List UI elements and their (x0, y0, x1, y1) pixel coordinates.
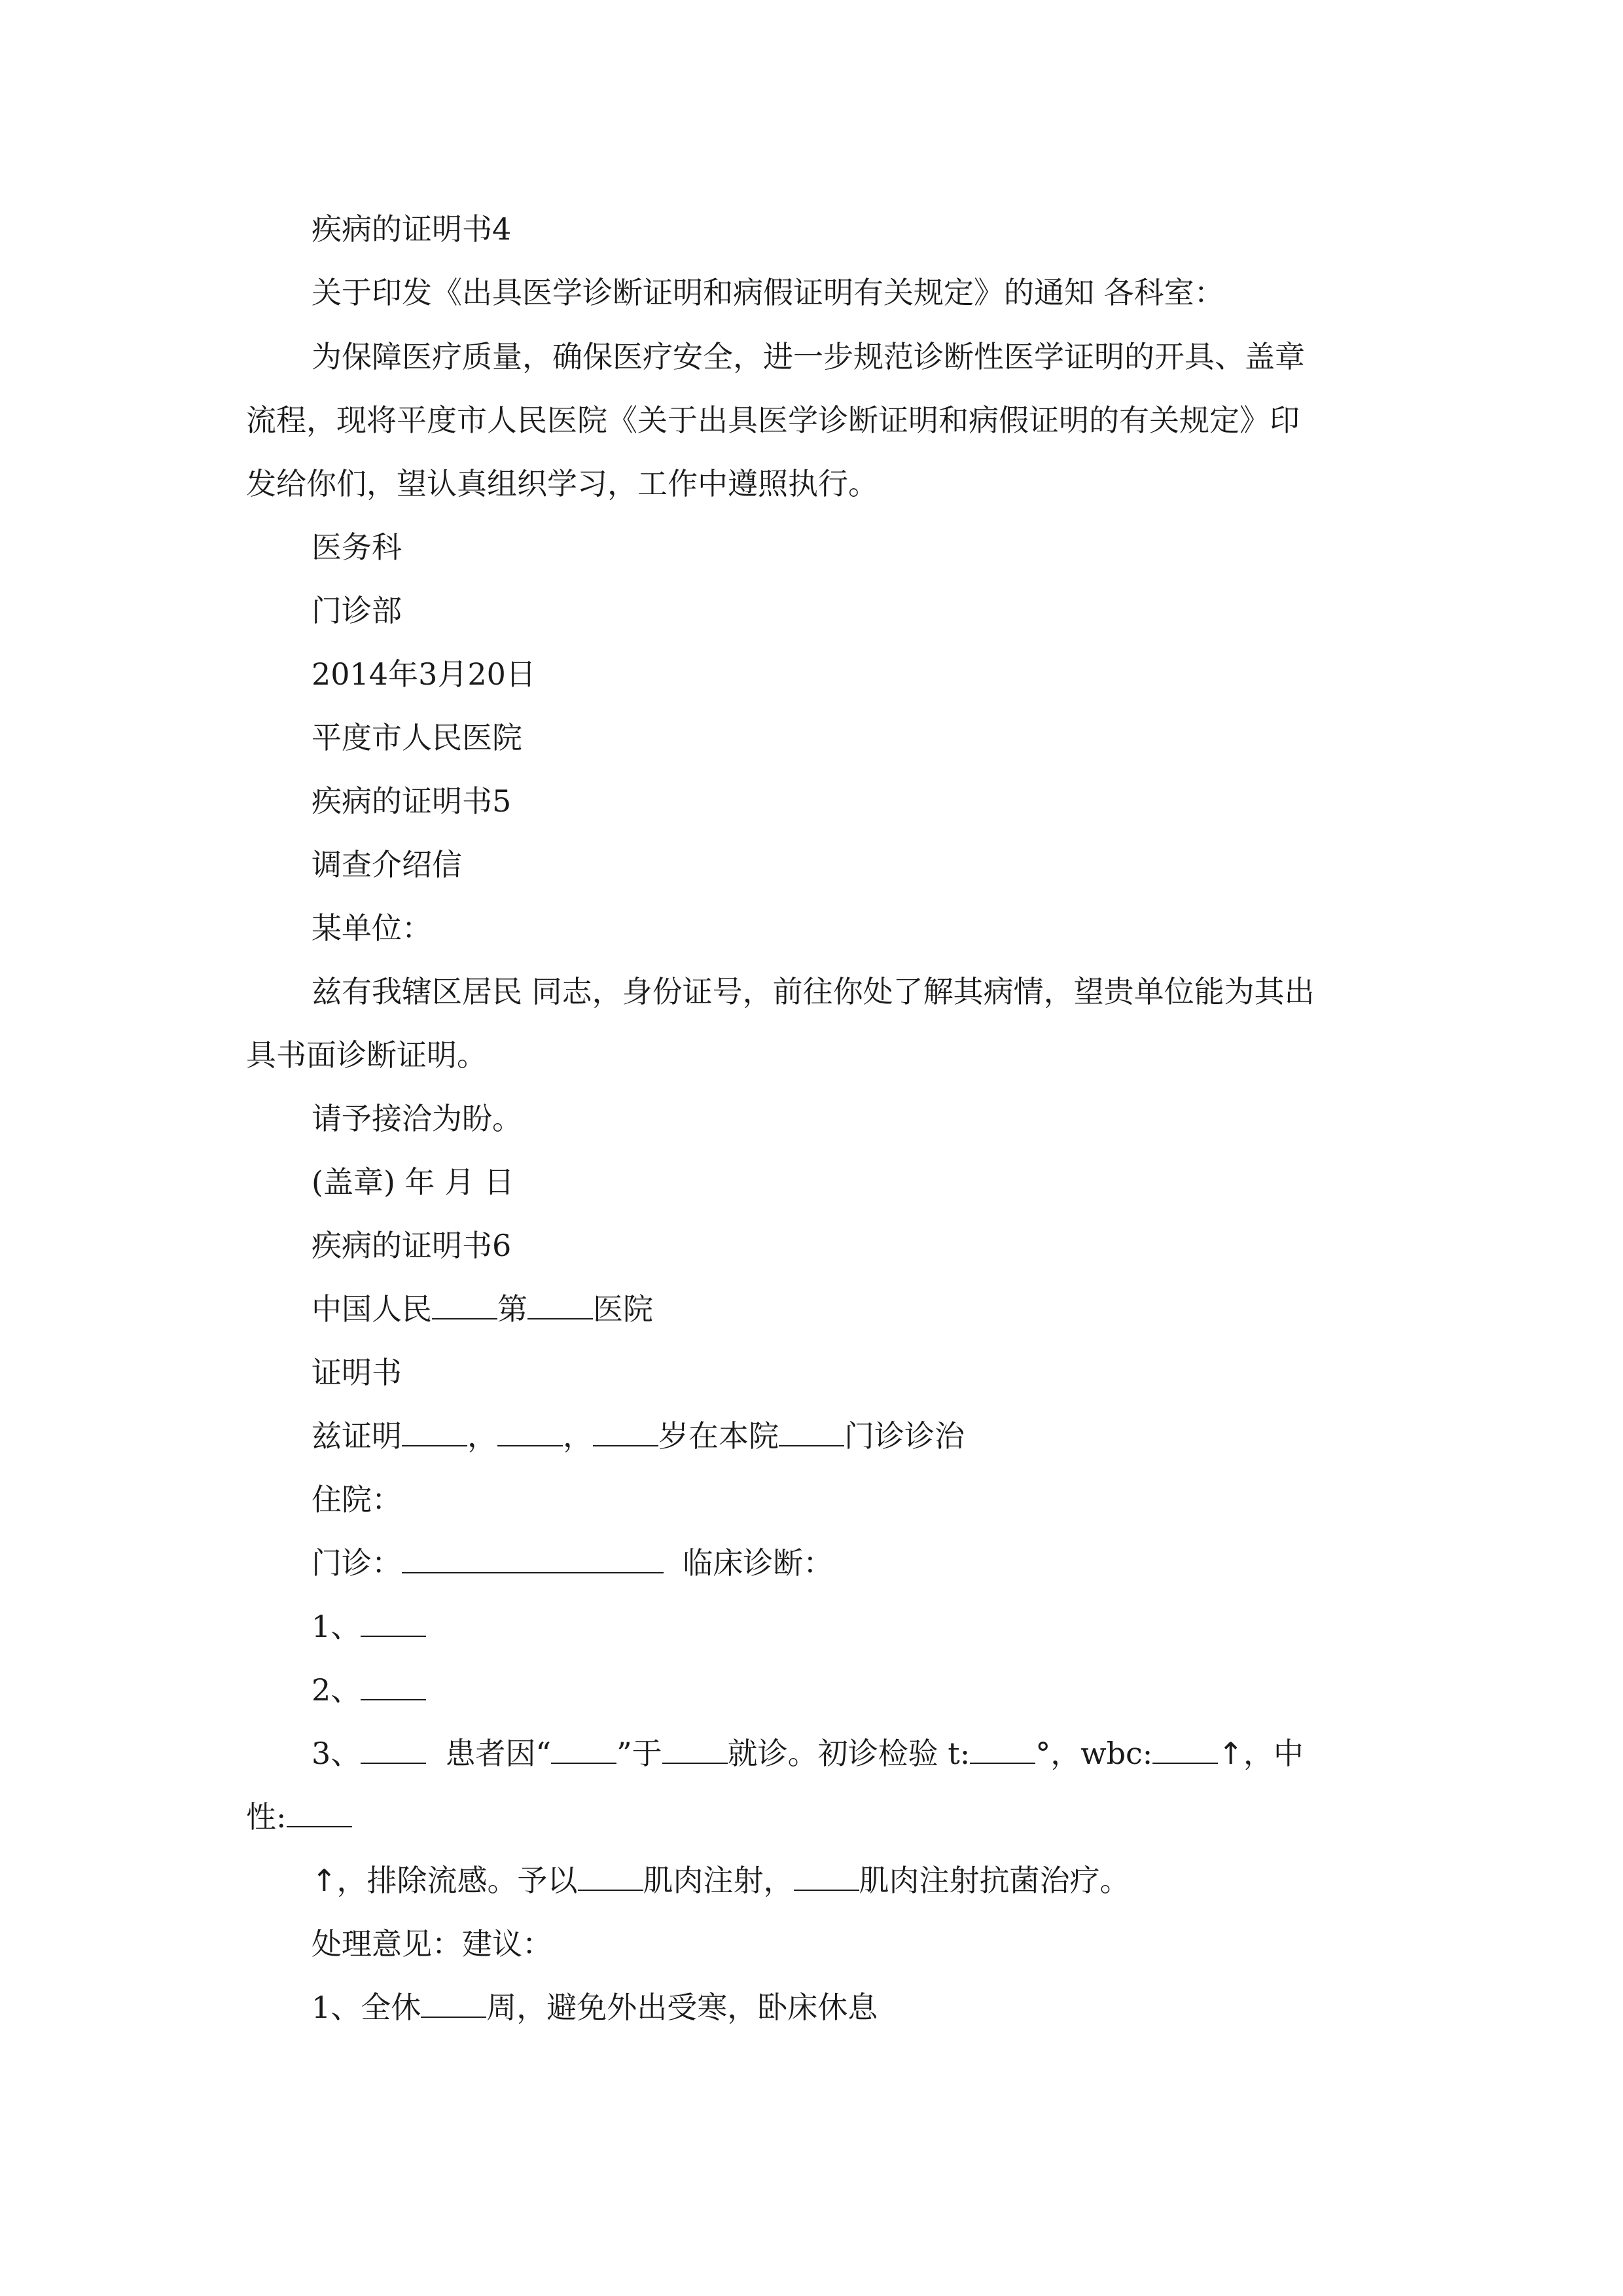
section-6-title: 疾病的证明书6 (312, 1228, 512, 1263)
cert-prefix: 兹证明 (312, 1418, 402, 1454)
temperature-blank (970, 1740, 1035, 1764)
paragraph-line-3: 发给你们，望认真组织学习，工作中遵照执行。 (246, 466, 878, 501)
neutral-line (246, 1799, 352, 1835)
cert-blank-date (779, 1423, 844, 1446)
cert-comma-2: ， (563, 1418, 593, 1454)
letter-addressee: 某单位： (312, 910, 432, 946)
rest-weeks-blank (421, 1994, 486, 2018)
neutral-label: 性: (246, 1799, 287, 1835)
antibiotic-text: 肌肉注射抗菌治疗。 (859, 1863, 1130, 1898)
injection-text: 肌肉注射， (643, 1863, 794, 1898)
hospital-name: 平度市人民医院 (312, 720, 522, 755)
certificate-title: 证明书 (312, 1355, 402, 1390)
item-2-blank (361, 1677, 426, 1700)
item-1-blank (361, 1613, 426, 1637)
inpatient-label: 住院： (312, 1482, 402, 1517)
item-3-label: 3、 (312, 1736, 361, 1771)
cert-blank-age (593, 1423, 658, 1446)
neutral-blank (287, 1804, 352, 1827)
certificate-line (312, 1418, 965, 1454)
visit-text: 就诊。初诊检验 t: (727, 1736, 971, 1771)
advice-1-suffix: 周，避免外出受寒，卧床休息 (486, 1990, 878, 2025)
letter-request: 请予接洽为盼。 (312, 1101, 522, 1136)
clinical-diagnosis-label: 临床诊断： (683, 1545, 834, 1581)
paragraph-line-2: 流程，现将平度市人民医院《关于出具医学诊断证明和病假证明的有关规定》印 (246, 403, 1300, 438)
wbc-blank (1152, 1740, 1218, 1764)
up-arrow-icon: ↑ (1218, 1736, 1243, 1771)
paragraph-line-1: 为保障医疗质量，确保医疗安全，进一步规范诊断性医学证明的开具、盖章 (312, 339, 1305, 374)
hospital-blank-1 (432, 1296, 497, 1319)
drug-blank-2 (794, 1867, 859, 1891)
letter-title: 调查介绍信 (312, 847, 462, 882)
cert-comma-1: ， (467, 1418, 497, 1454)
outpatient-label: 门诊： (312, 1545, 402, 1581)
drug-blank-1 (578, 1867, 643, 1891)
exclude-text: ，排除流感。予以 (336, 1863, 578, 1898)
diagnosis-item-1 (312, 1609, 426, 1644)
degree-wbc: °，wbc: (1035, 1736, 1153, 1771)
letter-line-2: 具书面诊断证明。 (246, 1037, 487, 1073)
item-1-label: 1、 (312, 1609, 361, 1644)
cert-blank-name (402, 1423, 467, 1446)
diagnosis-item-3 (312, 1736, 1304, 1771)
patient-cause: 患者因“ (445, 1736, 552, 1771)
notice-date: 2014年3月20日 (312, 656, 536, 692)
hospital-suffix: 医院 (593, 1291, 653, 1327)
hospital-prefix: 中国人民 (312, 1291, 432, 1327)
opinion-line: 处理意见：建议： (312, 1926, 552, 1962)
cert-clinic: 门诊诊治 (844, 1418, 965, 1454)
item-3-blank (361, 1740, 426, 1764)
seal-date-line: (盖章) 年 月 日 (312, 1164, 514, 1200)
neutral-text: ，中 (1243, 1736, 1304, 1771)
cert-age: 岁在本院 (658, 1418, 779, 1454)
notice-title: 关于印发《出具医学诊断证明和病假证明有关规定》的通知 各科室： (312, 275, 1224, 310)
letter-line-1: 兹有我辖区居民 同志，身份证号，前往你处了解其病情，望贵单位能为其出 (312, 974, 1315, 1009)
cert-blank-sex (497, 1423, 563, 1446)
diagnosis-item-2 (312, 1672, 426, 1708)
section-4-title: 疾病的证明书4 (312, 211, 512, 247)
hospital-mid: 第 (497, 1291, 527, 1327)
quote-close: ”于 (616, 1736, 662, 1771)
symptom-blank (551, 1740, 616, 1764)
hospital-blank-2 (527, 1296, 593, 1319)
visit-date-blank (662, 1740, 728, 1764)
outpatient-line (312, 1545, 834, 1581)
section-5-title: 疾病的证明书5 (312, 783, 512, 819)
hospital-header-line (312, 1291, 653, 1327)
advice-1-prefix: 1、全休 (312, 1990, 421, 2025)
department-medical-affairs: 医务科 (312, 529, 402, 565)
department-outpatient: 门诊部 (312, 593, 402, 628)
item-2-label: 2、 (312, 1672, 361, 1708)
advice-line-1 (312, 1990, 878, 2025)
outpatient-blank (402, 1550, 664, 1573)
up-arrow-icon: ↑ (312, 1863, 337, 1898)
treatment-line (312, 1863, 1130, 1898)
